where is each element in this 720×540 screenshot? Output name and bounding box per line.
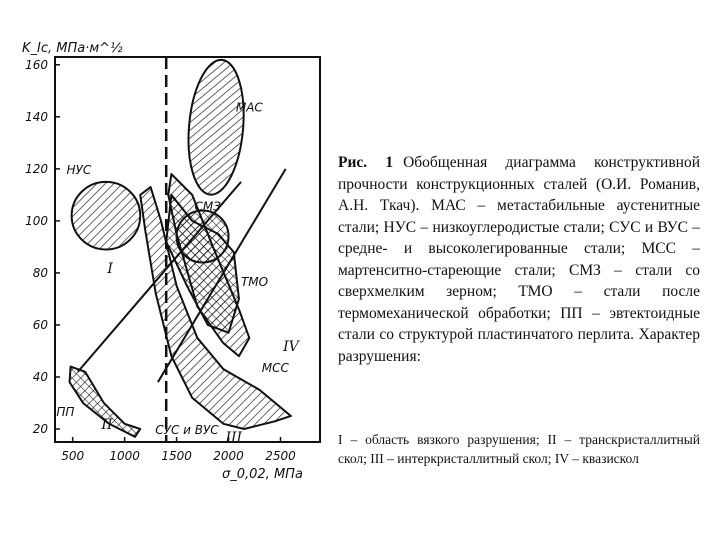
region-label-1: НУС: [66, 163, 92, 178]
y-axis-label: K_Ic, МПа·м^½: [22, 41, 123, 56]
region-label-6: ПП: [56, 404, 75, 419]
fracture-legend: I – область вязкого разрушения; II – транскристаллитный скол; III – интеркристаллитный скол; IV – квазискол: [338, 432, 700, 466]
x-tick-labels: [61, 437, 296, 463]
zone-label-III: III: [225, 430, 243, 446]
y-tick-120: 120: [25, 161, 48, 176]
region-label-5: СУС и ВУС: [155, 423, 219, 438]
region-label-3: ТМО: [240, 274, 269, 289]
x-tick-2000: 2000: [213, 449, 244, 463]
figure-number: Рис. 1: [338, 154, 394, 171]
zone-label-IV: IV: [283, 338, 299, 355]
x-axis-label: σ_0,02, МПа: [222, 467, 303, 482]
region-1: [72, 182, 141, 250]
zone-label-II: II: [101, 416, 113, 433]
x-tick-500: 500: [61, 449, 85, 463]
region-label-4: МСС: [261, 360, 289, 375]
x-tick-1500: 1500: [161, 449, 192, 463]
x-tick-1000: 1000: [109, 449, 140, 463]
y-tick-80: 80: [32, 265, 48, 280]
chart-canvas: [0, 0, 330, 540]
y-tick-100: 100: [25, 213, 48, 228]
figure-caption: [338, 152, 700, 367]
y-tick-160: 160: [25, 57, 48, 72]
y-tick-140: 140: [25, 109, 48, 124]
region-label-0: МАС: [235, 100, 263, 115]
caption-text: Обобщенная диаграмма конструктивной прочности конструкционных сталей (О.И. Романив, А.Н. Ткач). МАС – метастабильные аустенитные стали; НУС – низкоуглеродистые стали; СУС и ВУС – средне- и высоколегированные стали; МСС – мартенситно-стареющие стали; СМЗ – стали со сверхмелким зерном; ТМО – стали после термомеханической обработки; ПП – эвтектоидные стали со структурой пластинчатого перлита. Характер разрушения:: [338, 154, 700, 365]
x-tick-2500: 2500: [265, 449, 296, 463]
y-tick-20: 20: [32, 421, 48, 436]
region-0: [183, 58, 249, 197]
y-tick-60: 60: [32, 317, 48, 332]
zone-label-I: I: [107, 260, 113, 277]
y-tick-40: 40: [32, 369, 48, 384]
region-label-2: СМЗ: [194, 199, 221, 214]
